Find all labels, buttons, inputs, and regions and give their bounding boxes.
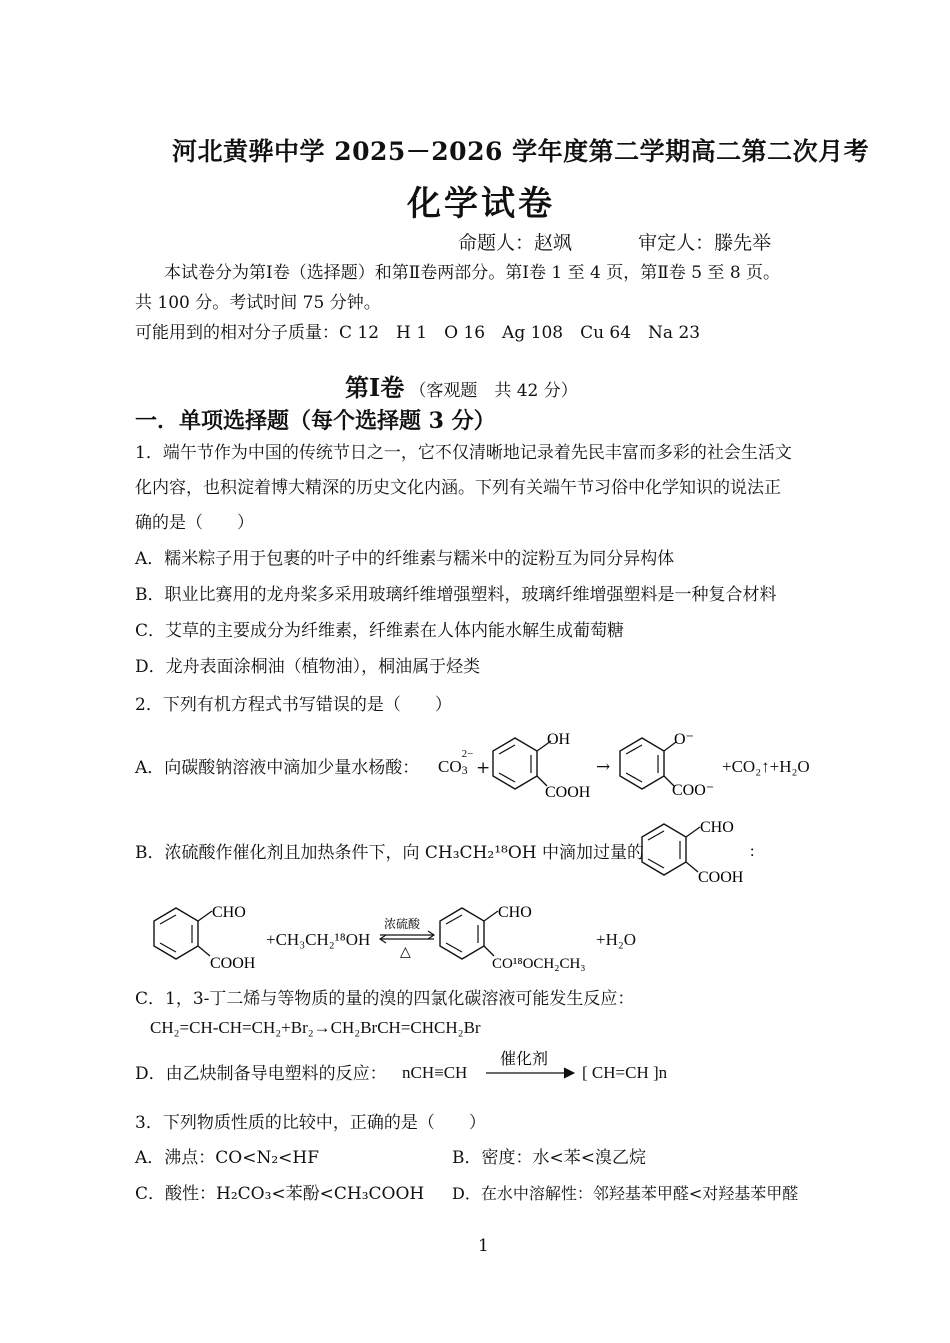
carbonate-sub: 3: [461, 763, 468, 777]
reaction-arrow-d: [484, 1048, 580, 1082]
q3-option-b: B．密度：水<苯<溴乙烷: [452, 1148, 646, 1168]
q2-option-b-text: B．浓硫酸作催化剂且加热条件下，向 CH₃CH₂¹⁸OH 中滴加过量的: [135, 843, 644, 863]
carbonate-charge: 2−: [461, 748, 474, 760]
q1-stem-2: 化内容，也积淀着博大精深的历史文化内涵。下列有关端午节习俗中化学知识的说法正: [135, 478, 781, 498]
reactant-structure: [150, 898, 270, 976]
o-minus-label: O⁻: [674, 731, 694, 748]
catalyst-label-d: 催化剂: [500, 1051, 549, 1068]
subject-title: 化学试卷: [407, 184, 555, 224]
ethanol-reagent: +CH₃CH₂¹⁸OH: [266, 930, 371, 949]
water-product: +H₂O: [596, 930, 637, 949]
intro-line1: 本试卷分为第Ⅰ卷（选择题）和第Ⅱ卷两部分。第Ⅰ卷 1 至 4 页，第Ⅱ卷 5 至 8 页。: [164, 263, 781, 283]
q3-option-c: C．酸性：H₂CO₃<苯酚<CH₃COOH: [135, 1184, 425, 1204]
q1-option-d: D．龙舟表面涂桐油（植物油），桐油属于烃类: [135, 657, 481, 677]
author: 命题人：赵飒: [458, 232, 573, 254]
cho-label: CHO: [700, 819, 734, 836]
q1-option-a: A．糯米粽子用于包裹的叶子中的纤维素与糯米中的淀粉互为同分异构体: [135, 549, 675, 569]
heat-symbol: △: [400, 945, 411, 960]
salicylate-structure: [612, 728, 732, 806]
q2-option-c-equation: CH₂=CH-CH=CH₂+Br₂→CH₂BrCH=CHCH₂Br: [150, 1018, 481, 1037]
coo-minus-label: COO⁻: [672, 782, 715, 799]
q1-option-b: B．职业比赛用的龙舟桨多采用玻璃纤维增强塑料，玻璃纤维增强塑料是一种复合材料: [135, 585, 777, 605]
ester-product-structure: [436, 898, 606, 978]
oh-label: OH: [547, 731, 571, 748]
part1-title: 第Ⅰ卷: [345, 373, 405, 402]
q2-option-a-text: A．向碳酸钠溶液中滴加少量水杨酸：: [135, 758, 420, 778]
q3-option-d: D．在水中溶解性：邻羟基苯甲醛<对羟基苯甲醛: [452, 1184, 799, 1203]
author-line: [458, 228, 831, 255]
cooh-label-2: COOH: [210, 955, 256, 972]
cho-label-3: CHO: [498, 904, 532, 921]
phthalaldehydic-acid-structure: [632, 812, 767, 892]
q2a-products: +CO₂↑+H₂O: [722, 757, 810, 776]
catalyst-label: 浓硫酸: [384, 917, 421, 931]
q2-option-c-text: C．1，3-丁二烯与等物质的量的溴的四氯化碳溶液可能发生反应：: [135, 989, 635, 1009]
cooh-label-b: COOH: [698, 869, 744, 886]
section1-title: 一．单项选择题（每个选择题 3 分）: [135, 408, 496, 434]
salicylic-acid-structure: [485, 728, 605, 806]
q1-option-c: C．艾草的主要成分为纤维素，纤维素在人体内能水解生成葡萄糖: [135, 621, 625, 641]
reaction-arrow-b: [378, 916, 438, 960]
q2-option-d-text: D．由乙炔制备导电塑料的反应：: [135, 1064, 387, 1084]
q3-option-a: A．沸点：CO<N₂<HF: [135, 1148, 320, 1168]
page-number: 1: [478, 1236, 489, 1256]
acetylene-reactant: nCH≡CH: [402, 1063, 468, 1082]
q3-stem: 3．下列物质性质的比较中，正确的是（ ）: [135, 1113, 486, 1133]
carbonate-formula: CO: [438, 757, 462, 776]
part1-note: （客观题 共 42 分）: [409, 381, 578, 401]
cooh-label: COOH: [545, 784, 591, 801]
carbonate-ion: [438, 748, 474, 777]
intro-line2: 共 100 分。考试时间 75 分钟。: [135, 293, 381, 313]
q1-stem-1: 1．端午节作为中国的传统节日之一，它不仅清晰地记录着先民丰富而多彩的社会生活文: [135, 443, 792, 463]
q2-stem: 2．下列有机方程式书写错误的是（ ）: [135, 695, 452, 715]
q1-stem-3: 确的是（ ）: [135, 513, 254, 533]
part1-heading: [345, 368, 578, 403]
colon-mark: :: [750, 843, 755, 860]
cho-label-2: CHO: [212, 904, 246, 921]
atomic-masses: 可能用到的相对分子质量：C 12 H 1 O 16 Ag 108 Cu 64 Na 23: [135, 323, 701, 343]
arrow-sign: →: [596, 757, 611, 777]
plus-sign: +: [476, 758, 491, 778]
exam-title: 河北黄骅中学 2025－2026 学年度第二学期高二第二次月考: [172, 137, 870, 166]
reviewer: 审定人：滕先举: [638, 232, 772, 254]
polyacetylene-product: [ CH=CH ]n: [582, 1063, 668, 1082]
ester-label: CO¹⁸OCH₂CH₃: [492, 956, 586, 972]
